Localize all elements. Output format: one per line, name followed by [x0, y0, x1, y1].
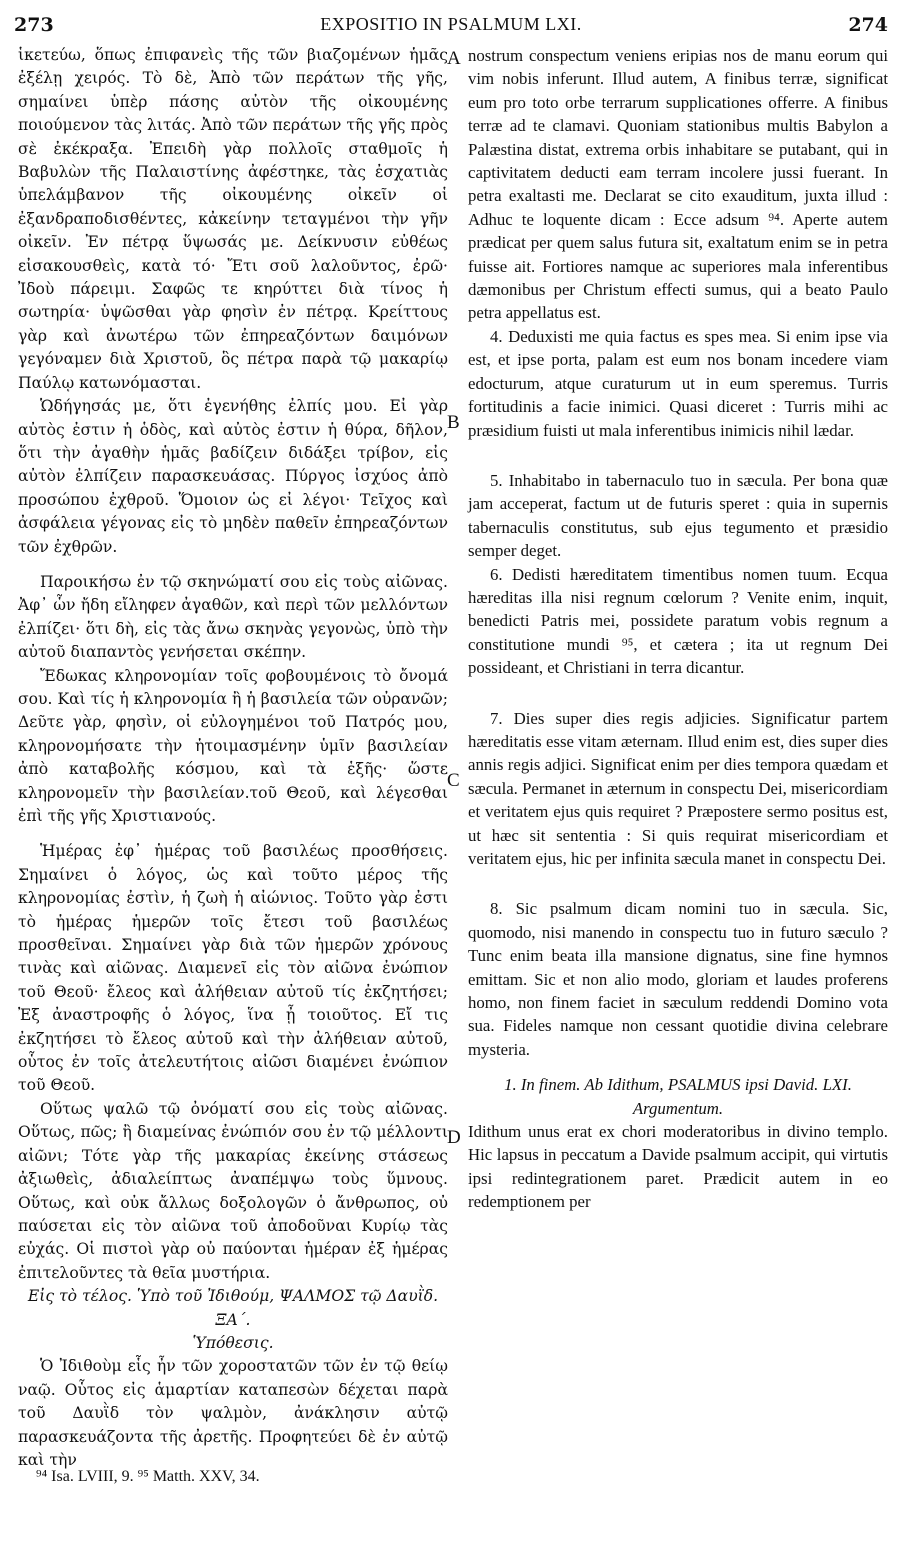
latin-psalm-title: 1. In finem. Ab Idithum, PSALMUS ipsi David. LXI.	[504, 1075, 852, 1095]
latin-argument-heading: Argumentum.	[632, 1098, 724, 1118]
margin-marker-d: D	[447, 1127, 461, 1148]
footnotes: ⁹⁴ Isa. LVIII, 9. ⁹⁵ Matth. XXV, 34.	[36, 1468, 260, 1485]
greek-psalm-title: Εἰς τὸ τέλος. Ὑπὸ τοῦ Ἰδιθούμ, ΨΑΛΜΟΣ τῷ Δαυῒδ. ΞΑ΄.	[27, 1287, 439, 1329]
greek-paragraph: Παροικήσω ἐν τῷ σκηνώματί σου εἰς τοὺς αἰῶνας. Ἀφ᾽ ὧν ἤδη εἴληφεν ἀγαθῶν, καὶ περὶ τῶν μελλόντων ἐλπίζει· ὅτι δὴ, εἰς τὰς ἄνω σκηνὰς γεγονὼς, ὑπὸ τὴν αὐτοῦ διαπαντὸς γενήσεται σκέπην.	[18, 572, 448, 662]
latin-paragraph: 6. Dedisti hæreditatem timentibus nomen tuum. Ecqua hæreditas illa nisi regnum cœlorum ? Venite enim, inquit, benedicti Patris mei, possidete paratum vobis regnum a constitutione mundi ⁹⁵, et cætera ; ita ut regnum Dei possideant, et Christiani in terra dicantur.	[468, 564, 888, 678]
latin-column	[468, 44, 888, 1214]
page-number-right: 274	[848, 14, 888, 36]
margin-marker-a: A	[447, 48, 461, 69]
greek-paragraph: Ὡδήγησάς με, ὅτι ἐγενήθης ἐλπίς μου. Εἰ γὰρ αὐτὸς ἐστιν ἡ ὁδὸς, καὶ αὐτὸς ἐστιν ἡ θύρα, δῆλον, ὅτι τὴν ἀγαθὴν ἡμᾶς βαδίζειν διδάξει τρίβον, εἰς αὐτὸν ἐλπίζειν παρασκευάσας. Πύργος ἰσχύος ἀπὸ προσώπου ἐχθροῦ. Ὅμοιον ὡς εἰ λέγοι· Τεῖχος καὶ ἀσφάλεια γέγονας εἰς τὸ μηδὲν παθεῖν ἐπηρεαζόντων τῶν ἐχθρῶν.	[18, 397, 448, 556]
latin-paragraph: 5. Inhabitabo in tabernaculo tuo in sæcula. Per bona quæ jam acceperat, factum ut de futuris speret : quia in supernis tabernaculis constitutus, sub ejus tegumento et præsidio semper deget.	[468, 470, 888, 561]
greek-paragraph: Οὕτως ψαλῶ τῷ ὀνόματί σου εἰς τοὺς αἰῶνας. Οὕτως, πῶς; ἢ διαμείνας ἐνώπιόν σου ἐν τῷ μέλλοντι αἰῶνι; Τότε γὰρ τῆς μακαρίας ἐκείνης στάσεως ἀξιωθεὶς, ἀδιαλείπτως ἀναπέμψω τοὺς ὕμνους. Οὕτως, καὶ οὐκ ἄλλως δοξολογῶν ὁ ἄνθρωπος, οὐ παύσεται εἰς τὸν αἰῶνα τοῦ ἀποδοῦναι Κυρίῳ τὰς εὐχάς. Οἱ πιστοὶ γὰρ οὐ παύονται ἡμέραν ἐξ ἡμέρας ἐπιτελοῦντες τὰ θεῖα μυστήρια.	[18, 1099, 448, 1282]
latin-paragraph: 4. Deduxisti me quia factus es spes mea. Si enim ipse via est, et ipse porta, palam est eum nos bonam incedere viam edocturum, atque curaturum ut in eum speremus. Turris fortitudinis a facie inimici. Quasi diceret : Turris mihi ac præsidium fuisti ut mala inferentibus inimicis nihil lædar.	[468, 326, 888, 440]
greek-paragraph: Ἔδωκας κληρονομίαν τοῖς φοβουμένοις τὸ ὄνομά σου. Καὶ τίς ἡ κληρονομία ἢ ἡ βασιλεία τῶν οὐρανῶν; Δεῦτε γὰρ, φησὶν, οἱ εὐλογημένοι τοῦ Πατρός μου, κληρονομήσατε τὴν ἡτοιμασμένην ὑμῖν βασιλείαν ἀπὸ καταβολῆς κόσμου, καὶ τὰ ἑξῆς· ὥστε κληρονομεῖν τὴν βασιλείαν.τοῦ Θεοῦ, καὶ λέγεσθαι ἐπὶ τῆς γῆς Χριστιανούς.	[18, 666, 448, 825]
greek-paragraph: Ὁ Ἰδιθοὺμ εἷς ἦν τῶν χοροστατῶν τῶν ἐν τῷ θείῳ ναῷ. Οὗτος εἰς ἁμαρτίαν καταπεσὼν δέχεται παρὰ τοῦ Δαυῒδ τὸν ψαλμὸν, ἀνάκλησιν αὐτῷ παρασκευάζοντα τῆς ἀρετῆς. Προφητεύει δὲ ἐν αὐτῷ καὶ τὴν	[18, 1357, 448, 1469]
greek-paragraph: Ἡμέρας ἐφ᾽ ἡμέρας τοῦ βασιλέως προσθήσεις. Σημαίνει ὁ λόγος, ὡς καὶ τοῦτο μέρος τῆς κληρονομίας ἐστὶν, ἡ ζωὴ ἡ αἰώνιος. Τοῦτο γὰρ ἐστι τὸ ἡμέρας ἡμερῶν τοῖς ἔτεσι τοῦ βασιλέως προσθεῖναι. Σημαίνει γὰρ διὰ τῶν ἡμερῶν χρόνους τινὰς καὶ αἰῶνας. Διαμενεῖ εἰς τὸν αἰῶνα ἐνώπιον τοῦ Θεοῦ· ἔλεος καὶ ἀλήθειαν αὐτοῦ τίς ἐκζητήσει; Ἐξ ἀναστροφῆς ὁ λόγος, ἵνα ᾖ τοιοῦτος. Εἴ τις ἐκζητήσει τὸ ἔλεος αὐτοῦ καὶ τὴν ἀλήθειαν αὐτοῦ, οὗτος ἐν τοῖς ἀτελευτήτοις αἰῶσι διαμένει ἐνώπιον τοῦ Θεοῦ.	[18, 842, 448, 1095]
margin-marker-b: B	[447, 412, 460, 433]
latin-paragraph: 7. Dies super dies regis adjicies. Significatur partem hæreditatis esse vitam æternam. Illud enim est, dies super dies annis regis adjici. Significat enim per dies tempora quædam et sæcula. Permanet in æternum in conspectu Dei, misericordiam et veritatem ejus quis requiret ? Præpostere sermo positus est, ut hæc sit sententia : Si quis requirat misericordiam et veritatem ejus, hic per infinita sæcula manet in conspectu Dei.	[468, 708, 888, 868]
latin-paragraph: nostrum conspectum veniens eripias nos de manu eorum qui vim nobis inferunt. Illud autem, A finibus terræ, significat eum pro toto orbe terrarum supplicationes offerre. A finibus terræ ad te clamavi. Quoniam stationibus multis Babylon a Palæstina distat, extrema orbis inhabitare se putabant, qui in captivitatem deducti eam terram incolere jussi fuerant. In petra exaltasti me. Declarat se cito exauditum, juxta illud : Adhuc te loquente dicam : Ecce adsum ⁹⁴. Aperte autem prædicat per quem salus futura sit, exaltatum enim se in petra fuisse ait. Fortiores namque ac superiores mala inferentibus dæmonibus per Christum effecti sumus, qui a beato Paulo petra appellatus est.	[468, 46, 888, 323]
margin-marker-c: C	[447, 770, 460, 791]
page-header	[14, 14, 888, 40]
greek-column	[18, 44, 448, 1472]
latin-paragraph: 8. Sic psalmum dicam nomini tuo in sæcula. Sic, quomodo, nisi manendo in conspectu tuo in futuro sæculo ? Tunc enim beata illa mansione dignatus, sine fine hymnos emittam. Sic et non alio modo, gloriam et laudes proferens homo, non finem faciet in sæculum reddendi Domino vota sua. Fideles namque non cessant quotidie divina celebrare mysteria.	[468, 899, 888, 1059]
greek-paragraph: ἱκετεύω, ὅπως ἐπιφανεὶς τῆς τῶν βιαζομένων ἡμᾶς ἐξέλῃ χειρός. Τὸ δὲ, Ἀπὸ τῶν περάτων τῆς γῆς, σημαίνει ὑπὲρ πάσης αὐτὸν τῆς οἰκουμένης ποιούμενον τὰς λιτάς. Ἀπὸ τῶν περάτων τῆς γῆς πρὸς σὲ ἐκέκραξα. Ἐπειδὴ γὰρ πολλοῖς σταθμοῖς ἡ Βαβυλὼν τῆς Παλαιστίνης ἀφέστηκε, τὰς ἐσχατιὰς ὑπελάμβανον τῆς οἰκουμένης οἰκεῖν οἱ ἐξανδραποδισθέντες, κἀκείνην τεταγμένοι τὴν γῆν οἰκεῖν. Ἐν πέτρᾳ ὕψωσάς με. Δείκνυσιν εὐθέως εἰσακουσθεὶς, κατὰ τό· Ἔτι σοῦ λαλοῦντος, ἐρῶ· Ἰδοὺ πάρειμι. Σαφῶς τε κηρύττει διὰ τίνος ἡ σωτηρία· ὑψῶσθαι γὰρ φησὶν ἐν πέτρᾳ. Κρείττους γὰρ καὶ ἀνωτέρω τῶν ἐπηρεαζόντων δαιμόνων γεγόναμεν διὰ Χριστοῦ, ὃς πέτρα παρὰ τῷ μακαρίῳ Παύλῳ κατωνόμασται.	[18, 46, 448, 392]
running-title: EXPOSITIO IN PSALMUM LXI.	[320, 14, 582, 34]
page-number-left: 273	[14, 14, 54, 36]
greek-argument-heading: Ὑπόθεσις.	[192, 1333, 274, 1352]
latin-paragraph: Idithum unus erat ex chori moderatoribus in divino templo. Hic lapsus in peccatum a Davide psalmum accipit, qui virtutis ipsi redintegrationem paret. Prædicit autem in eo redemptionem per	[468, 1122, 888, 1212]
